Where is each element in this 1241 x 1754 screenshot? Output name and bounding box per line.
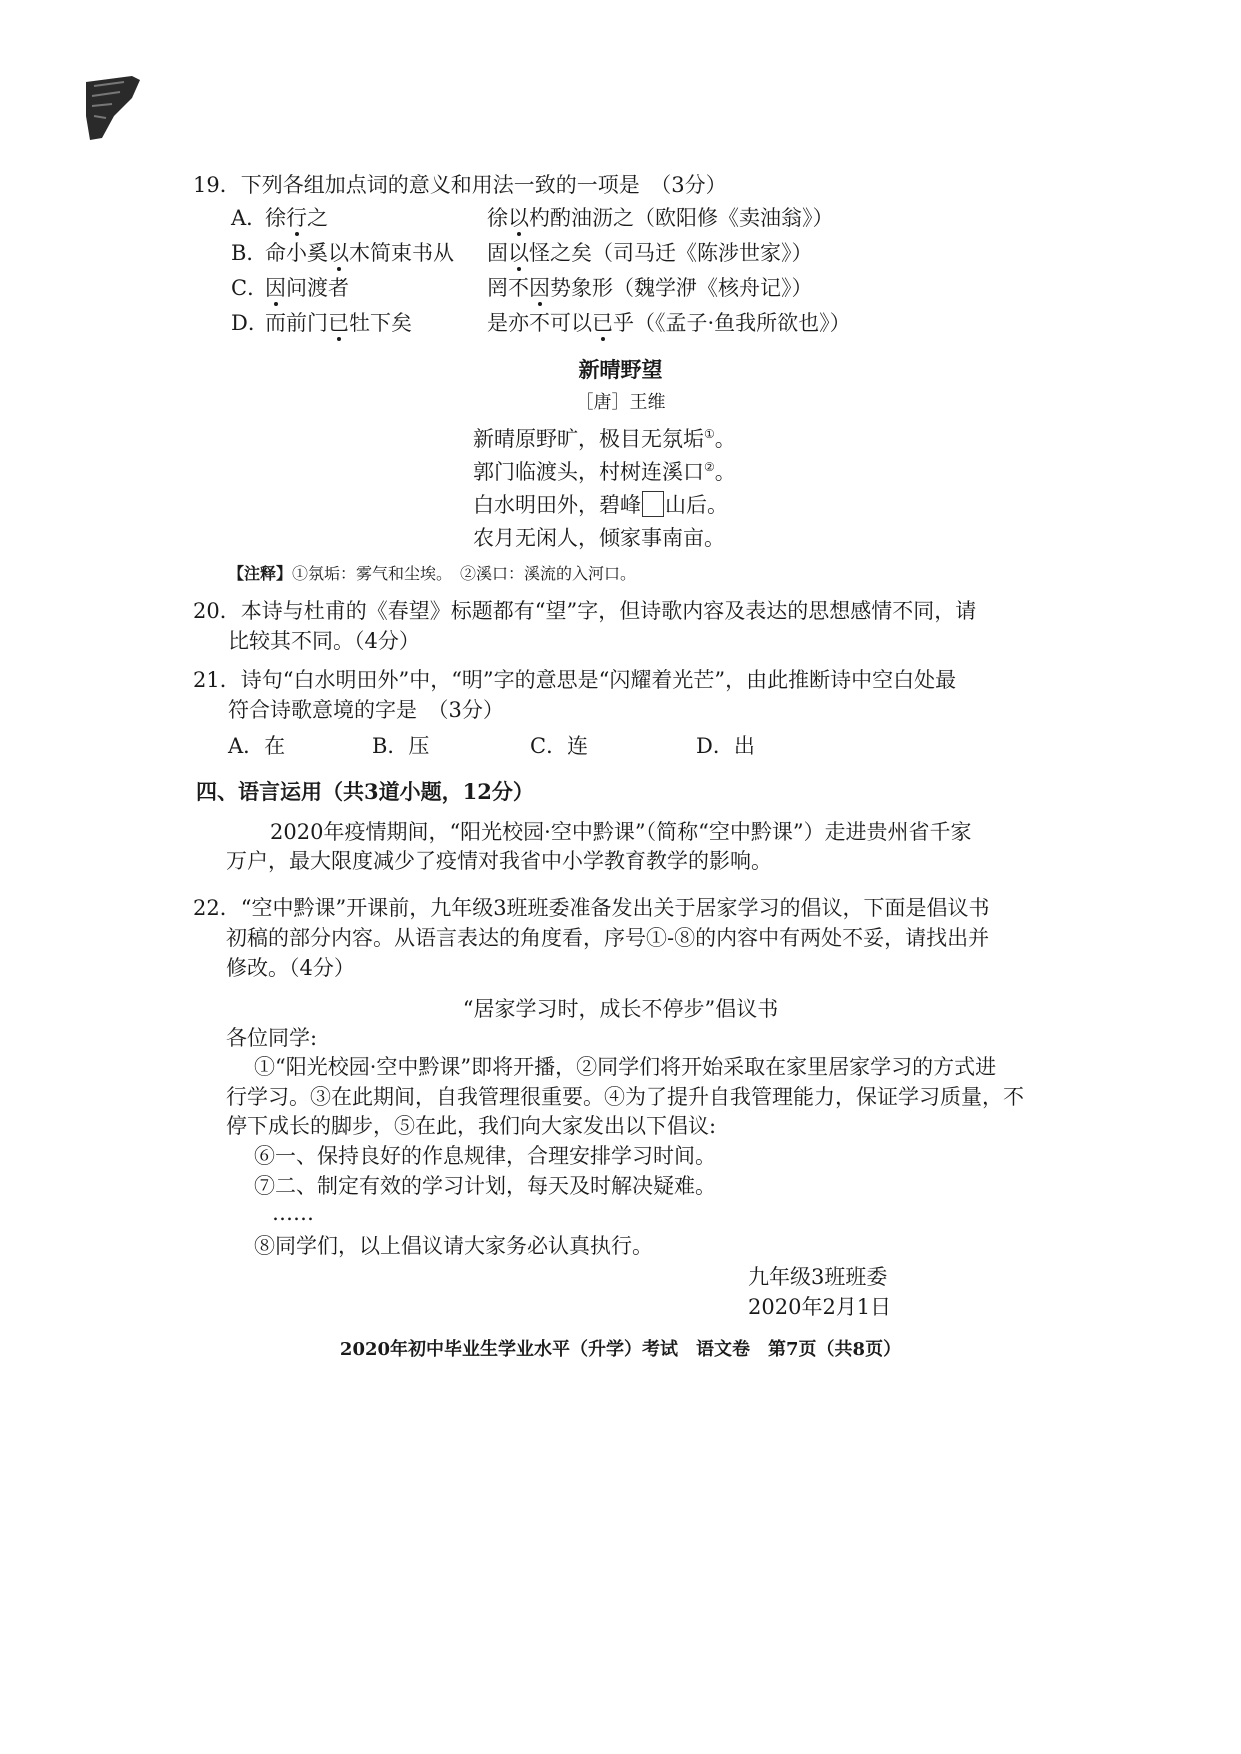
scan-artifact-corner [84,76,144,142]
question-20-line-2: 比较其不同。（4分） [228,629,420,653]
poem-line-4: 农月无闲人，倾家事南亩。 [473,526,725,550]
question-21-option-b: B．压 [372,734,430,758]
question-19-option-left: 命小奚以木简束书从 [265,241,454,265]
question-21-option-d: D．出 [696,734,755,758]
question-19-option-label: C． [231,276,269,300]
proposal-signature: 九年级3班班委 [748,1265,888,1289]
proposal-paragraph-line-2: 行学习。③在此期间，自我管理很重要。④为了提升自我管理能力，保证学习质量，不 [226,1085,1024,1109]
proposal-greeting: 各位同学: [226,1026,318,1050]
proposal-item-8: ⑧同学们，以上倡议请大家务必认真执行。 [254,1234,653,1258]
question-19-option-label: D． [231,311,269,335]
question-19-option-label: A． [231,206,268,230]
question-22-line-3: 修改。（4分） [226,956,355,980]
poem-line-2: 郭门临渡头，村树连溪口②。 [473,460,736,484]
poem-author: ［唐］王维 [575,392,666,413]
proposal-date: 2020年2月1日 [748,1295,892,1319]
question-22-line-2: 初稿的部分内容。从语言表达的角度看，序号①-⑧的内容中有两处不妥，请找出并 [226,926,990,950]
proposal-paragraph-line-3: 停下成长的脚步，⑤在此，我们向大家发出以下倡议: [226,1114,717,1138]
question-21-line-1: 21．诗句“白水明田外”中，“明”字的意思是“闪耀着光芒”，由此推断诗中空白处最 [193,668,957,692]
question-19-option-left: 因问渡者 [265,276,349,300]
proposal-item-7: ⑦二、制定有效的学习计划，每天及时解决疑难。 [254,1174,716,1198]
question-19-option-left: 而前门已牡下矣 [265,311,412,335]
question-19-option-right: 罔不因势象形（魏学洢《核舟记》） [487,276,813,300]
proposal-item-6: ⑥一、保持良好的作息规律，合理安排学习时间。 [254,1144,716,1168]
blank-box [642,491,664,517]
question-19-option-label: B． [231,241,268,265]
page-footer: 2020年初中毕业生学业水平（升学）考试 语文卷 第7页（共8页） [339,1339,902,1360]
question-21-option-a: A．在 [228,734,286,758]
question-21-line-2: 符合诗歌意境的字是 （3分） [228,698,504,722]
question-19-stem: 19．下列各组加点词的意义和用法一致的一项是 （3分） [193,173,727,197]
question-19-option-right: 是亦不可以已乎（《孟子·鱼我所欲也》） [487,311,851,335]
poem-notes: 【注释】①氛垢：雾气和尘埃。 ②溪口：溪流的入河口。 [228,564,637,583]
poem-title: 新晴野望 [578,357,663,382]
question-20-line-1: 20．本诗与杜甫的《春望》标题都有“望”字，但诗歌内容及表达的思想感情不同，请 [193,599,977,623]
question-19-option-right: 固以怪之矣（司马迁《陈涉世家》） [487,241,813,265]
proposal-paragraph-line-1: ①“阳光校园·空中黔课”即将开播，②同学们将开始采取在家里居家学习的方式进 [254,1055,997,1079]
question-21-option-c: C．连 [530,734,589,758]
proposal-ellipsis: …… [272,1201,314,1225]
question-19-option-right: 徐以杓酌油沥之（欧阳修《卖油翁》） [487,206,834,230]
proposal-title: “居家学习时，成长不停步”倡议书 [462,997,779,1021]
section-4-heading: 四、语言运用（共3道小题，12分） [196,779,534,804]
poem-line-1: 新晴原野旷，极目无氛垢①。 [473,427,736,451]
section-4-intro-line-2: 万户，最大限度减少了疫情对我省中小学教育教学的影响。 [226,849,772,873]
poem-line-3: 白水明田外，碧峰 山后。 [473,493,728,517]
question-19-option-left: 徐行之 [265,206,328,230]
question-22-line-1: 22．“空中黔课”开课前，九年级3班班委准备发出关于居家学习的倡议，下面是倡议书 [193,896,990,920]
section-4-intro-line-1: 2020年疫情期间，“阳光校园·空中黔课”（简称“空中黔课”）走进贵州省千家 [270,820,972,844]
